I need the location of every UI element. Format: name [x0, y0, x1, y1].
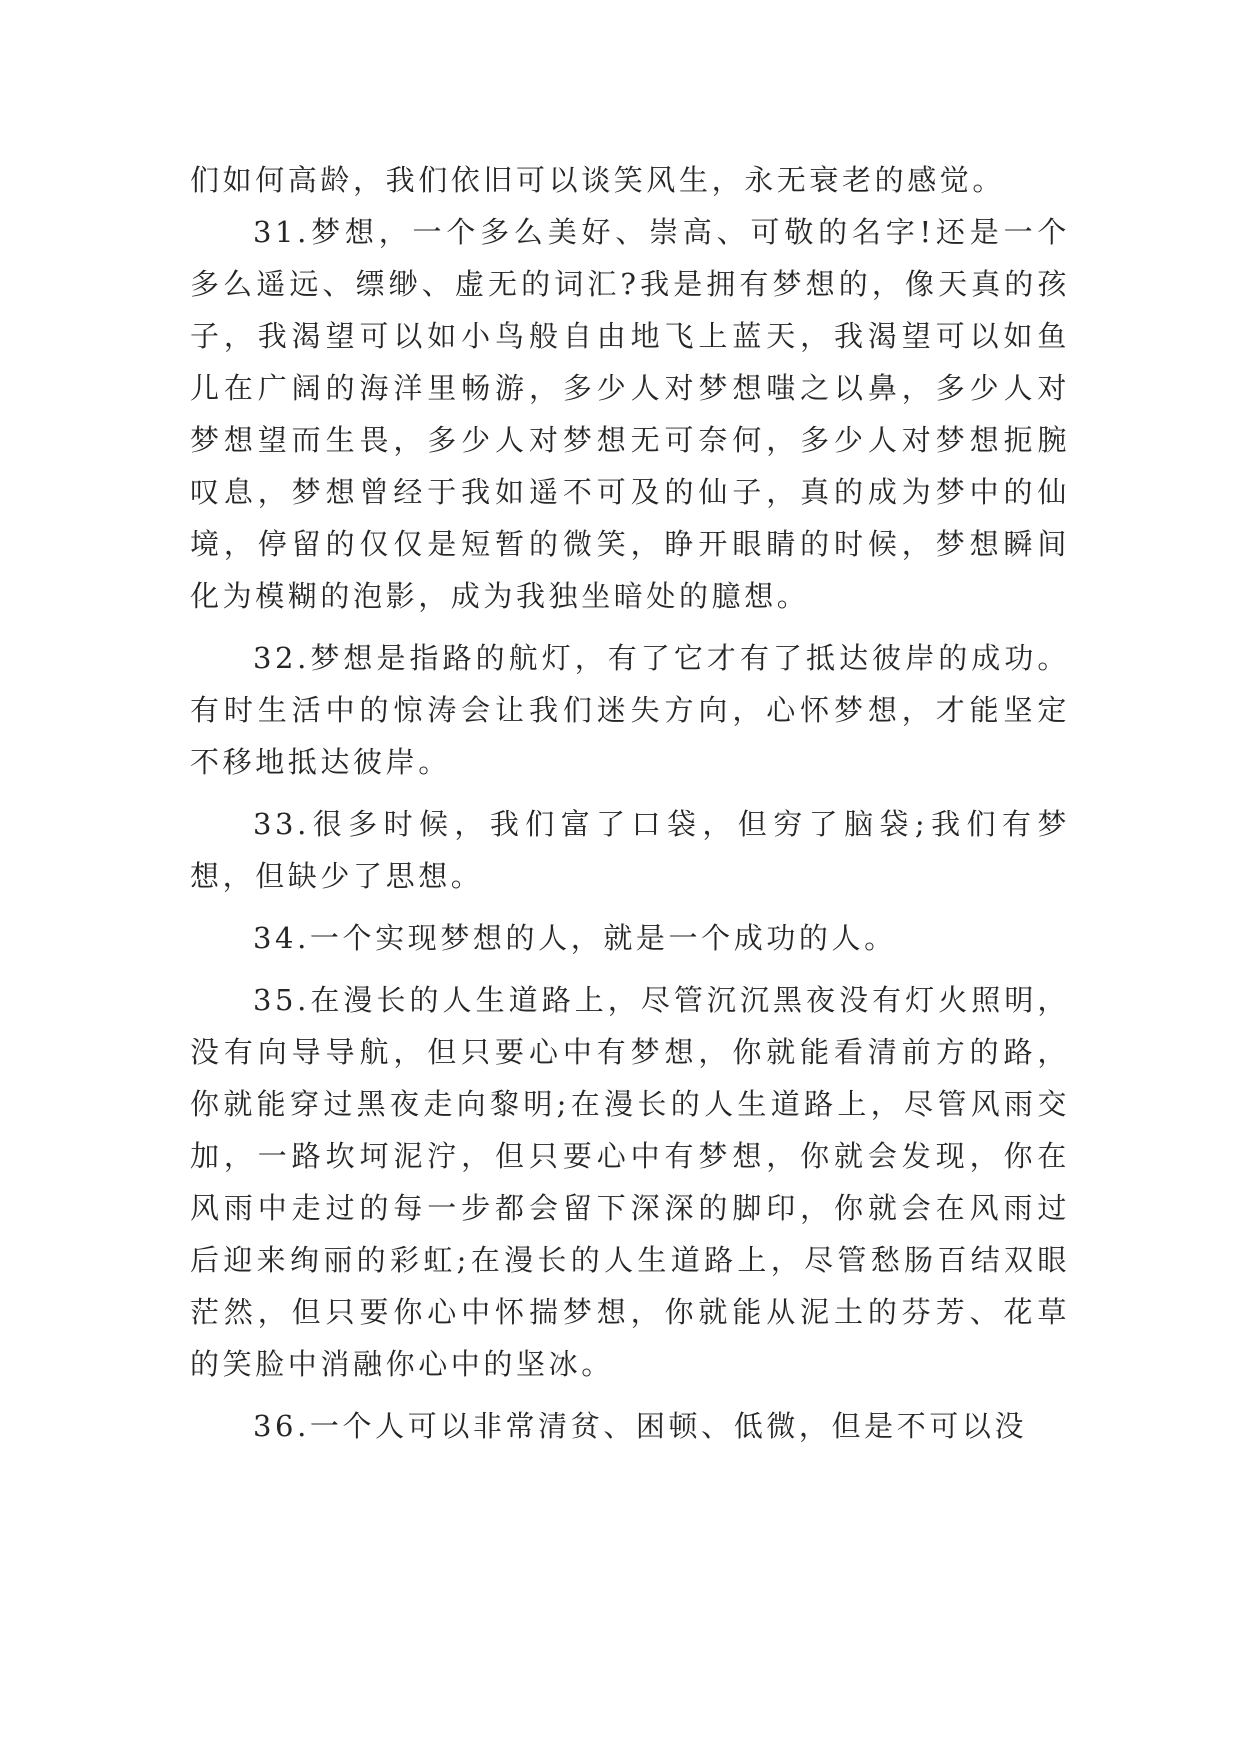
paragraph-32: 32.梦想是指路的航灯，有了它才有了抵达彼岸的成功。有时生活中的惊涛会让我们迷失方向，心怀梦想，才能坚定不移地抵达彼岸。 [190, 641, 1070, 779]
paragraph-34: 34.一个实现梦想的人，就是一个成功的人。 [253, 921, 897, 955]
paragraph-33: 33.很多时候，我们富了口袋，但穷了脑袋;我们有梦想，但缺少了思想。 [190, 807, 1070, 893]
paragraph-31: 31.梦想，一个多么美好、崇高、可敬的名字!还是一个多么遥远、缥缈、虚无的词汇?我是拥有梦想的，像天真的孩子，我渴望可以如小鸟般自由地飞上蓝天，我渴望可以如鱼儿在广阔的海洋里畅游，多少人对梦想嗤之以鼻，多少人对梦想望而生畏，多少人对梦想无可奈何，多少人对梦想扼腕叹息，梦想曾经于我如遥不可及的仙子，真的成为梦中的仙境，停留的仅仅是短暂的微笑，睁开眼睛的时候，梦想瞬间化为模糊的泡影，成为我独坐暗处的臆想。 [190, 215, 1070, 613]
body-text [190, 154, 1070, 1452]
paragraph-35: 35.在漫长的人生道路上，尽管沉沉黑夜没有灯火照明，没有向导导航，但只要心中有梦想，你就能看清前方的路，你就能穿过黑夜走向黎明;在漫长的人生道路上，尽管风雨交加，一路坎坷泥泞，但只要心中有梦想，你就会发现，你在风雨中走过的每一步都会留下深深的脚印，你就会在风雨过后迎来绚丽的彩虹;在漫长的人生道路上，尽管愁肠百结双眼茫然，但只要你心中怀揣梦想，你就能从泥土的芬芳、花草的笑脸中消融你心中的坚冰。 [190, 983, 1070, 1381]
paragraph-36: 36.一个人可以非常清贫、困顿、低微，但是不可以没 [253, 1409, 1028, 1443]
paragraph-continuation: 们如何高龄，我们依旧可以谈笑风生，永无衰老的感觉。 [190, 163, 1006, 197]
